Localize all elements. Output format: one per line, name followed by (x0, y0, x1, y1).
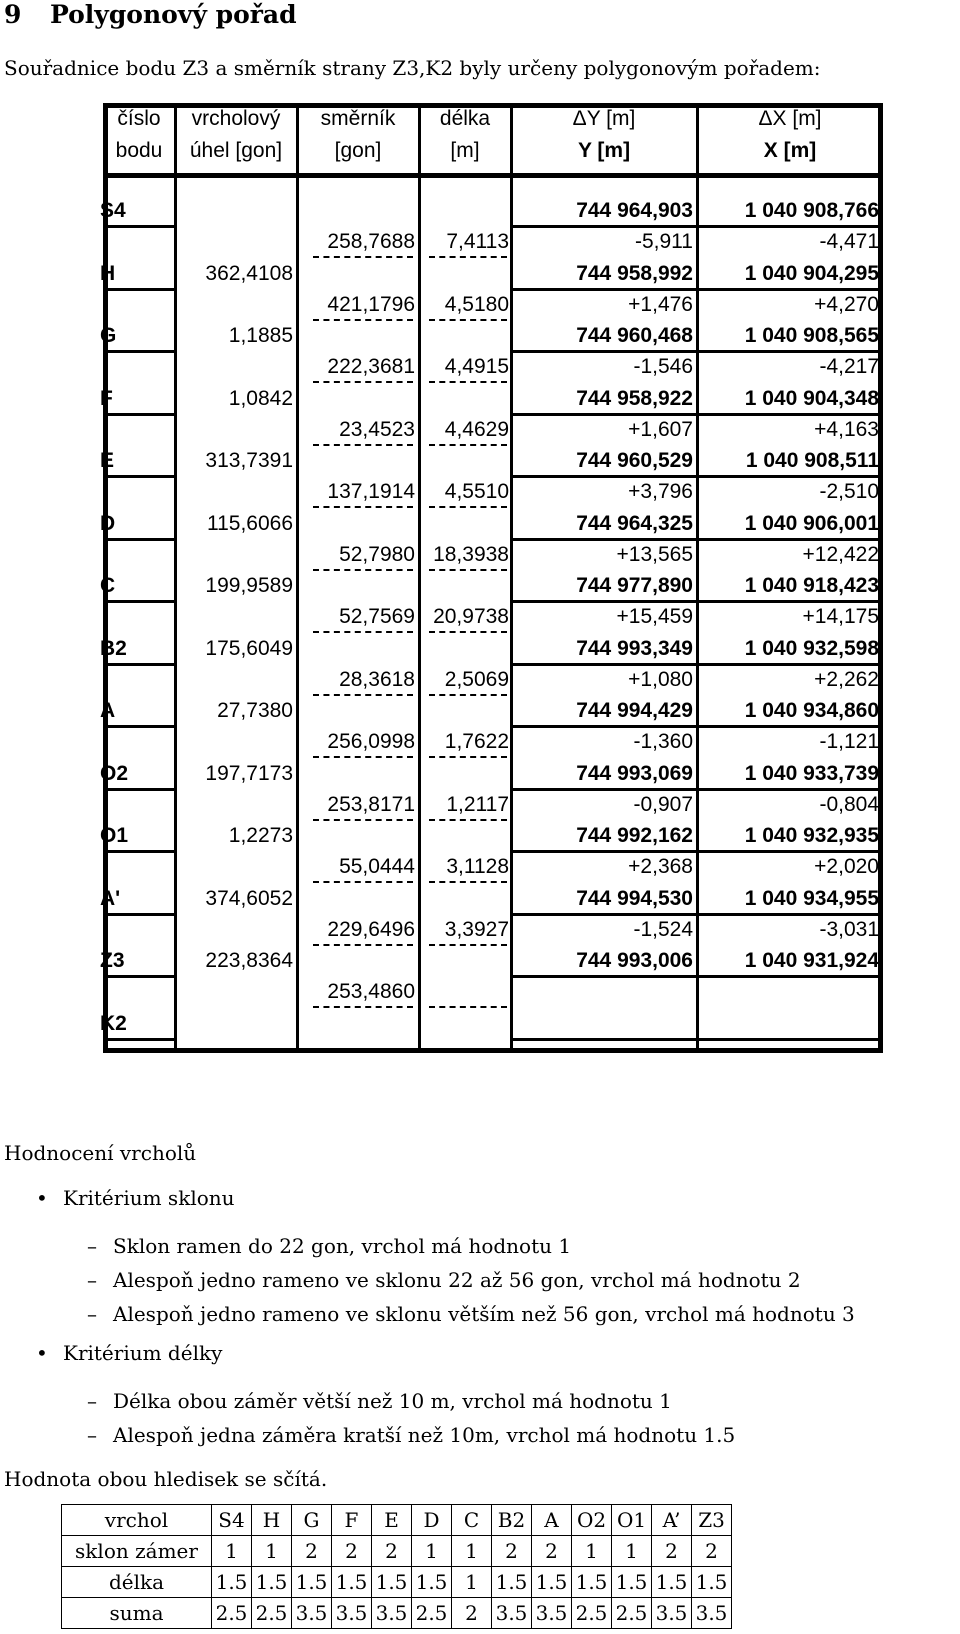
vertex-angle: 115,6066 (206, 511, 293, 535)
bearing: 23,4523 (339, 417, 415, 441)
score-cell: 2.5 (252, 1598, 292, 1629)
vertex-angle: 362,4108 (205, 261, 293, 285)
row-divider (511, 913, 883, 916)
bearing: 253,8171 (327, 792, 415, 816)
dashed-rule (429, 944, 507, 946)
row-divider (103, 350, 175, 353)
vertex-angle: 27,7380 (217, 699, 293, 722)
row-divider (103, 538, 175, 541)
coord-y: 744 964,903 (576, 199, 693, 222)
score-cell: 1 (452, 1567, 492, 1598)
score-row-label: suma (62, 1598, 212, 1629)
delta-y: -0,907 (633, 792, 693, 816)
row-divider (511, 975, 883, 978)
score-cell: 2 (292, 1536, 332, 1567)
header-point-number: číslo bodu (115, 107, 163, 162)
row-divider (511, 225, 883, 228)
score-cell: 1.5 (612, 1567, 652, 1598)
row-divider (103, 600, 175, 603)
score-cell: 2 (692, 1536, 732, 1567)
dashed-rule (313, 444, 413, 446)
leg-length: 4,4915 (444, 355, 509, 379)
score-cell: D (412, 1505, 452, 1536)
criterion-item: – Délka obou záměr větší než 10 m, vrchol má hodnotu 1 (87, 1389, 672, 1413)
delta-y: -1,524 (633, 917, 693, 941)
point-id: G (100, 324, 117, 347)
bearing: 229,6496 (327, 917, 415, 941)
score-row-label: délka (62, 1567, 212, 1598)
score-cell: 1.5 (532, 1567, 572, 1598)
dashed-rule (313, 569, 413, 571)
section-title: Polygonový pořad (50, 0, 297, 29)
row-divider (103, 663, 175, 666)
delta-y: +2,368 (628, 855, 693, 879)
dashed-rule (429, 819, 507, 821)
coord-x: 1 040 934,860 (744, 699, 879, 722)
score-cell: E (372, 1505, 412, 1536)
criterion-item: – Alespoň jedno rameno ve sklonu větším než 56 gon, vrchol má hodnotu 3 (87, 1302, 855, 1326)
delta-y: -1,546 (633, 355, 693, 379)
point-id: F (100, 386, 113, 410)
score-row (62, 1567, 732, 1598)
point-id: H (100, 261, 116, 285)
sum-note: Hodnota obou hledisek se sčítá. (4, 1467, 328, 1491)
leg-length: 2,5069 (444, 667, 509, 691)
score-cell: 2 (532, 1536, 572, 1567)
point-id: Z3 (100, 949, 125, 972)
criterion-length (36, 1341, 222, 1365)
dashed-rule (429, 756, 507, 758)
score-cell: 2 (492, 1536, 532, 1567)
row-divider (103, 413, 175, 416)
point-id: B2 (100, 636, 127, 660)
delta-x: +12,422 (802, 542, 879, 566)
leg-length: 20,9738 (433, 605, 509, 629)
criterion-item: – Alespoň jedna záměra kratší než 10m, vrchol má hodnotu 1.5 (87, 1423, 736, 1447)
score-cell: Z3 (692, 1505, 732, 1536)
point-id: S4 (100, 199, 126, 222)
dashed-rule (313, 881, 413, 883)
point-id: D (100, 511, 116, 535)
delta-y: +1,476 (628, 292, 693, 316)
coord-x: 1 040 906,001 (744, 511, 879, 535)
dashed-rule (313, 1006, 413, 1008)
row-divider (103, 288, 175, 291)
score-cell: 3.5 (652, 1598, 692, 1629)
header-separator (103, 173, 883, 178)
row-divider (103, 850, 175, 853)
header-dy: ΔY [m] Y [m] (572, 107, 636, 162)
score-cell: 3.5 (292, 1598, 332, 1629)
dashed-rule (429, 1006, 507, 1008)
header-dx: ΔX [m] X [m] (758, 107, 822, 162)
coord-y: 744 977,890 (576, 574, 693, 597)
dashed-rule (313, 631, 413, 633)
criterion-name: Kritérium sklonu (63, 1186, 235, 1210)
dashed-rule (429, 631, 507, 633)
coord-y: 744 960,468 (576, 324, 693, 347)
header-vertex-angle: vrcholový úhel [gon] (189, 107, 283, 162)
criterion-slope (36, 1186, 235, 1210)
coord-x: 1 040 908,511 (745, 449, 879, 472)
score-cell: 1 (452, 1536, 492, 1567)
score-cell: 1.5 (292, 1567, 332, 1598)
row-divider (103, 975, 175, 978)
bearing: 137,1914 (327, 480, 415, 504)
dashed-rule (313, 381, 413, 383)
dashed-rule (429, 444, 507, 446)
dashed-rule (429, 569, 507, 571)
bearing: 222,3681 (327, 355, 415, 379)
dashed-rule (313, 694, 413, 696)
dashed-rule (429, 506, 507, 508)
coord-y: 744 993,069 (576, 761, 693, 785)
score-cell: 2.5 (212, 1598, 252, 1629)
score-row-label: vrchol (62, 1505, 212, 1536)
score-row (62, 1598, 732, 1629)
score-cell: 1.5 (372, 1567, 412, 1598)
delta-x: -2,510 (819, 480, 879, 504)
coord-y: 744 958,922 (576, 386, 693, 410)
score-cell: 1.5 (492, 1567, 532, 1598)
delta-x: -0,804 (819, 792, 879, 816)
row-divider (103, 1038, 175, 1041)
delta-y: +1,080 (628, 667, 693, 691)
leg-length: 1,2117 (446, 792, 509, 816)
vertex-angle: 197,7173 (205, 761, 293, 785)
delta-x: +2,262 (814, 667, 879, 691)
vertex-angle: 1,1885 (228, 324, 293, 347)
coord-x: 1 040 932,598 (744, 636, 879, 660)
vertex-angle: 1,0842 (228, 386, 293, 410)
header-bearing: směrník [gon] (320, 107, 396, 162)
delta-x: -1,121 (819, 730, 879, 754)
delta-y: -5,911 (635, 230, 693, 254)
score-cell: 3.5 (532, 1598, 572, 1629)
coord-x: 1 040 934,955 (744, 886, 879, 910)
row-divider (103, 475, 175, 478)
leg-length: 7,4113 (446, 230, 509, 254)
delta-x: -4,471 (819, 230, 879, 254)
leg-length: 18,3938 (433, 542, 509, 566)
leg-length: 3,3927 (444, 917, 509, 941)
score-row (62, 1536, 732, 1567)
score-cell: 1.5 (332, 1567, 372, 1598)
leg-length: 4,5510 (444, 480, 509, 504)
vertex-angle: 374,6052 (205, 886, 293, 910)
delta-y: -1,360 (633, 730, 693, 754)
score-cell: 1 (252, 1536, 292, 1567)
score-cell: 1 (572, 1536, 612, 1567)
score-cell: 3.5 (692, 1598, 732, 1629)
bearing: 52,7980 (339, 542, 415, 566)
score-cell: S4 (212, 1505, 252, 1536)
delta-x: +4,163 (814, 417, 879, 441)
bearing: 421,1796 (327, 292, 415, 316)
point-id: O2 (100, 761, 129, 785)
bearing: 52,7569 (339, 605, 415, 629)
coord-y: 744 993,349 (576, 636, 693, 660)
dashed-rule (313, 506, 413, 508)
section-number: 9 (4, 0, 22, 29)
bearing: 256,0998 (327, 730, 415, 754)
row-divider (103, 913, 175, 916)
vertex-angle: 199,9589 (205, 574, 293, 597)
evaluation-title: Hodnocení vrcholů (4, 1141, 197, 1165)
score-cell: 1.5 (572, 1567, 612, 1598)
delta-x: +14,175 (802, 605, 879, 629)
score-cell: O2 (572, 1505, 612, 1536)
delta-y: +3,796 (628, 480, 693, 504)
row-divider (103, 225, 175, 228)
row-divider (511, 725, 883, 728)
score-cell: 1.5 (212, 1567, 252, 1598)
dashed-rule (313, 256, 413, 258)
coord-y: 744 994,530 (576, 886, 693, 910)
score-cell: A’ (652, 1505, 692, 1536)
bearing: 55,0444 (339, 855, 415, 879)
delta-x: -3,031 (819, 917, 879, 941)
leg-length: 4,5180 (444, 292, 509, 316)
score-cell: B2 (492, 1505, 532, 1536)
score-cell: 2.5 (412, 1598, 452, 1629)
row-divider (511, 600, 883, 603)
score-cell: 3.5 (332, 1598, 372, 1629)
row-divider (511, 850, 883, 853)
coord-x: 1 040 933,739 (744, 761, 879, 785)
coord-y: 744 960,529 (576, 449, 693, 472)
score-cell: 3.5 (492, 1598, 532, 1629)
coord-y: 744 994,429 (576, 699, 693, 722)
vertex-angle: 313,7391 (205, 449, 293, 472)
coord-y: 744 958,992 (576, 261, 693, 285)
delta-y: +15,459 (616, 605, 693, 629)
delta-x: +4,270 (814, 292, 879, 316)
coord-x: 1 040 908,565 (744, 324, 879, 347)
point-id: K2 (100, 1011, 127, 1035)
score-row (62, 1505, 732, 1536)
row-divider (511, 350, 883, 353)
coord-x: 1 040 932,935 (744, 824, 879, 847)
point-id: E (100, 449, 115, 472)
coord-y: 744 964,325 (576, 511, 693, 535)
dashed-rule (313, 756, 413, 758)
score-cell: 1 (412, 1536, 452, 1567)
score-table (61, 1504, 732, 1629)
criterion-item: – Sklon ramen do 22 gon, vrchol má hodnotu 1 (87, 1234, 572, 1258)
vertex-angle: 175,6049 (205, 636, 293, 660)
intro-text: Souřadnice bodu Z3 a směrník strany Z3,K2 byly určeny polygonovým pořadem: (4, 56, 821, 80)
score-cell: C (452, 1505, 492, 1536)
coord-x: 1 040 918,423 (744, 574, 879, 597)
header-length: délka [m] (439, 107, 491, 162)
row-divider (511, 475, 883, 478)
dashed-rule (429, 381, 507, 383)
score-cell: 1 (212, 1536, 252, 1567)
score-cell: 1.5 (252, 1567, 292, 1598)
bearing: 258,7688 (327, 230, 415, 254)
score-cell: H (252, 1505, 292, 1536)
criterion-name: Kritérium délky (63, 1341, 223, 1365)
delta-x: +2,020 (814, 855, 879, 879)
row-divider (103, 725, 175, 728)
point-id: A' (100, 886, 121, 910)
coord-x: 1 040 904,295 (744, 261, 879, 285)
score-cell: F (332, 1505, 372, 1536)
score-cell: O1 (612, 1505, 652, 1536)
coord-x: 1 040 908,766 (744, 199, 879, 222)
score-cell: 1.5 (692, 1567, 732, 1598)
row-divider (511, 538, 883, 541)
score-cell: 3.5 (372, 1598, 412, 1629)
coord-x: 1 040 904,348 (744, 386, 879, 410)
leg-length: 3,1128 (446, 855, 509, 879)
dashed-rule (429, 319, 507, 321)
score-row-label: sklon zámer (62, 1536, 212, 1567)
dashed-rule (429, 256, 507, 258)
bullet-icon: • (36, 1186, 48, 1210)
criterion-item: – Alespoň jedno rameno ve sklonu 22 až 56 gon, vrchol má hodnotu 2 (87, 1268, 801, 1292)
point-id: A (100, 699, 116, 722)
bearing: 253,4860 (327, 980, 415, 1004)
score-cell: 2 (332, 1536, 372, 1567)
score-cell: G (292, 1505, 332, 1536)
dashed-rule (313, 944, 413, 946)
dashed-rule (429, 694, 507, 696)
score-cell: A (532, 1505, 572, 1536)
row-divider (103, 788, 175, 791)
bearing: 28,3618 (339, 667, 415, 691)
score-cell: 2 (652, 1536, 692, 1567)
score-cell: 1 (612, 1536, 652, 1567)
score-cell: 2.5 (612, 1598, 652, 1629)
leg-length: 1,7622 (444, 730, 509, 754)
coord-x: 1 040 931,924 (744, 949, 879, 972)
dashed-rule (313, 319, 413, 321)
coord-y: 744 992,162 (576, 824, 693, 847)
vertex-angle: 223,8364 (205, 949, 293, 972)
point-id: O1 (100, 824, 129, 847)
section-heading (4, 0, 297, 29)
coord-y: 744 993,006 (576, 949, 693, 972)
delta-x: -4,217 (819, 355, 879, 379)
delta-y: +1,607 (628, 417, 693, 441)
bullet-icon: • (36, 1341, 48, 1365)
score-cell: 1.5 (652, 1567, 692, 1598)
row-divider (511, 288, 883, 291)
traverse-table (100, 103, 918, 1053)
score-cell: 2 (452, 1598, 492, 1629)
row-divider (511, 788, 883, 791)
delta-y: +13,565 (616, 542, 693, 566)
row-divider (511, 663, 883, 666)
dashed-rule (313, 819, 413, 821)
point-id: C (100, 574, 116, 597)
vertex-angle: 1,2273 (228, 824, 293, 847)
dashed-rule (429, 881, 507, 883)
row-divider (511, 413, 883, 416)
score-cell: 2.5 (572, 1598, 612, 1629)
row-divider (511, 1038, 883, 1041)
score-cell: 2 (372, 1536, 412, 1567)
score-cell: 1.5 (412, 1567, 452, 1598)
leg-length: 4,4629 (444, 417, 509, 441)
